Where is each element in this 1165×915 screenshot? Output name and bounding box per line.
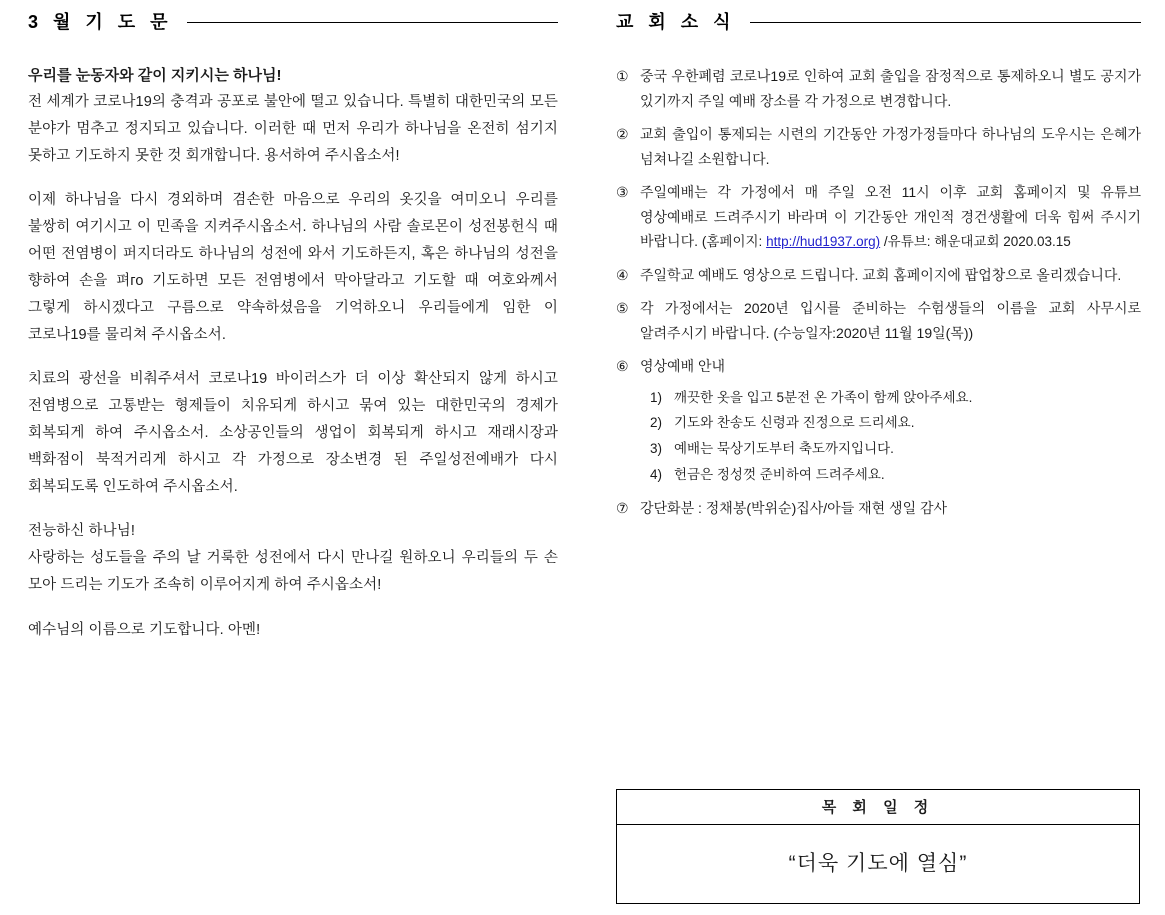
notice-body: 교회 출입이 통제되는 시련의 기간동안 가정가정들마다 하나님의 도우시는 은혜가 넘쳐나길 소원합니다. — [640, 126, 1141, 167]
notice-body: 중국 우한폐렴 코로나19로 인하여 교회 출입을 잠정적으로 통제하오니 별도 공지가 있기까지 주일 예배 장소를 각 가정으로 변경합니다. — [640, 68, 1141, 109]
subitem-text: 깨끗한 옷을 입고 5분전 온 가족이 함께 앉아주세요. — [674, 389, 973, 405]
list-item — [616, 296, 1141, 345]
pastoral-schedule-box — [616, 789, 1140, 904]
list-item — [616, 180, 1141, 254]
notice-body — [640, 354, 1141, 487]
notice-body-text: 주일예배는 각 가정에서 매 주일 오전 11시 이후 교회 홈페이지 및 유튜브 영상예배로 드려주시기 바라며 이 기간동안 개인적 경건생활에 더욱 힘써 주시기 바랍니다. — [640, 184, 1141, 249]
prayer-column — [28, 8, 558, 662]
prayer-paragraph-2: 이제 하나님을 다시 경외하며 겸손한 마음으로 우리의 옷깃을 여미오니 우리를 불쌍히 여기시고 이 민족을 지켜주시옵소서. 하나님의 사람 솔로몬이 성전봉헌식 때 어떤 전염병이 퍼지더라도 하나님의 성전에 와서 기도하든지, 혹은 하나님의 성전을 향하여 손을 펴го 기도하면 모든 전염병에서 막아달라고 기도할 때 여호와께서 그렇게 하시겠다고 구름으로 약속하셨음을 기억하오니 우리들에게 임한 이 코로나19를 물리쳐 주시옵소서. — [28, 192, 558, 343]
subitem-text: 예배는 묵상기도부터 축도까지입니다. — [674, 440, 894, 456]
notice-number: ⑤ — [616, 300, 629, 317]
list-item — [640, 385, 1141, 411]
notices-heading-text: 교 회 소 식 — [616, 12, 736, 32]
homepage-label: (홈페이지: — [701, 234, 767, 249]
subitem-text: 기도와 찬송도 신령과 진정으로 드리세요. — [674, 415, 915, 431]
notice-subline — [702, 234, 1071, 249]
subitem-number: 4) — [650, 466, 663, 482]
notice-number: ③ — [616, 184, 629, 200]
list-item — [616, 263, 1141, 288]
list-item — [616, 354, 1141, 487]
list-item — [640, 410, 1141, 436]
notices-column — [616, 8, 1141, 530]
pastoral-schedule-theme: “더욱 기도에 열심” — [788, 852, 968, 875]
notice-body: 주일학교 예배도 영상으로 드립니다. 교회 홈페이지에 팝업창으로 올리겠습니다. — [640, 266, 1122, 283]
subitem-number: 3) — [650, 440, 663, 456]
subitem-number: 2) — [650, 415, 663, 431]
notice-body: 각 가정에서는 2020년 입시를 준비하는 수험생들의 이름을 교회 사무시로 알려주시기 바랍니다. (수능일자:2020년 11월 19일(목)) — [640, 300, 1141, 341]
notice-number: ① — [616, 68, 629, 84]
youtube-label: /유튜브: 해운대교회 2020.03.15 — [880, 234, 1071, 249]
prayer-amen-line: 예수님의 이름으로 기도합니다. 아멘! — [28, 621, 261, 638]
subitem-text: 헌금은 정성껏 준비하여 드려주세요. — [674, 466, 885, 482]
notice-number: ④ — [616, 266, 629, 283]
prayer-lead-line: 우리를 눈동자와 같이 지키시는 하나님! — [28, 67, 282, 84]
notice-number: ⑦ — [616, 500, 629, 517]
prayer-closing-lead: 전능하신 하나님! — [28, 523, 136, 540]
prayer-paragraph-3: 치료의 광선을 비춰주셔서 코로나19 바이러스가 더 이상 확산되지 않게 하시고 전염병으로 고통받는 형제들이 치유되게 하시고 묶여 있는 대한민국의 경제가 회복되게 하여 주시옵소서. 소상공인들의 생업이 회복되게 하시고 재래시장과 백화점이 북적거리게 하시고 각 가정으로 장소변경 된 주일성전예배가 다시 회복되도록 인도하여 주시옵소서. — [28, 371, 558, 495]
prayer-closing-paragraph: 사랑하는 성도들을 주의 날 거룩한 성전에서 다시 만나길 원하오니 우리들의 두 손 모아 드리는 기도가 조속히 이루어지게 하여 주시옵소서! — [28, 550, 558, 593]
notice-body: 강단화분 : 정채봉(박위순)집사/아들 재현 생일 감사 — [640, 500, 948, 517]
pastoral-schedule-header: 목 회 일 정 — [617, 790, 1139, 825]
homepage-link[interactable]: http://hud1937.org) — [766, 234, 881, 249]
prayer-paragraph-1: 전 세계가 코로나19의 충격과 공포로 불안에 떨고 있습니다. 특별히 대한민국의 모든 분야가 멈추고 정지되고 있습니다. 이러한 때 먼저 우리가 하나님을 온전히 섬기지 못하고 기도하지 못한 것 회개합니다. 용서하여 주시옵소서! — [28, 94, 558, 164]
prayer-heading-text: 3 월 기 도 문 — [28, 12, 173, 32]
list-item — [640, 436, 1141, 462]
notice-number: ⑥ — [616, 358, 629, 375]
subitem-number: 1) — [650, 389, 663, 405]
notice-body-text: 영상예배 안내 — [640, 358, 726, 375]
list-item — [640, 462, 1141, 488]
video-worship-guide-list — [640, 385, 1141, 488]
list-item — [616, 64, 1141, 113]
notice-number: ② — [616, 126, 629, 142]
notice-body — [640, 180, 1141, 254]
notice-list — [616, 64, 1141, 521]
prayer-section-heading — [28, 8, 558, 34]
list-item — [616, 122, 1141, 171]
heading-rule — [187, 22, 558, 23]
heading-rule — [750, 22, 1141, 23]
list-item — [616, 496, 1141, 521]
notices-section-heading — [616, 8, 1141, 34]
